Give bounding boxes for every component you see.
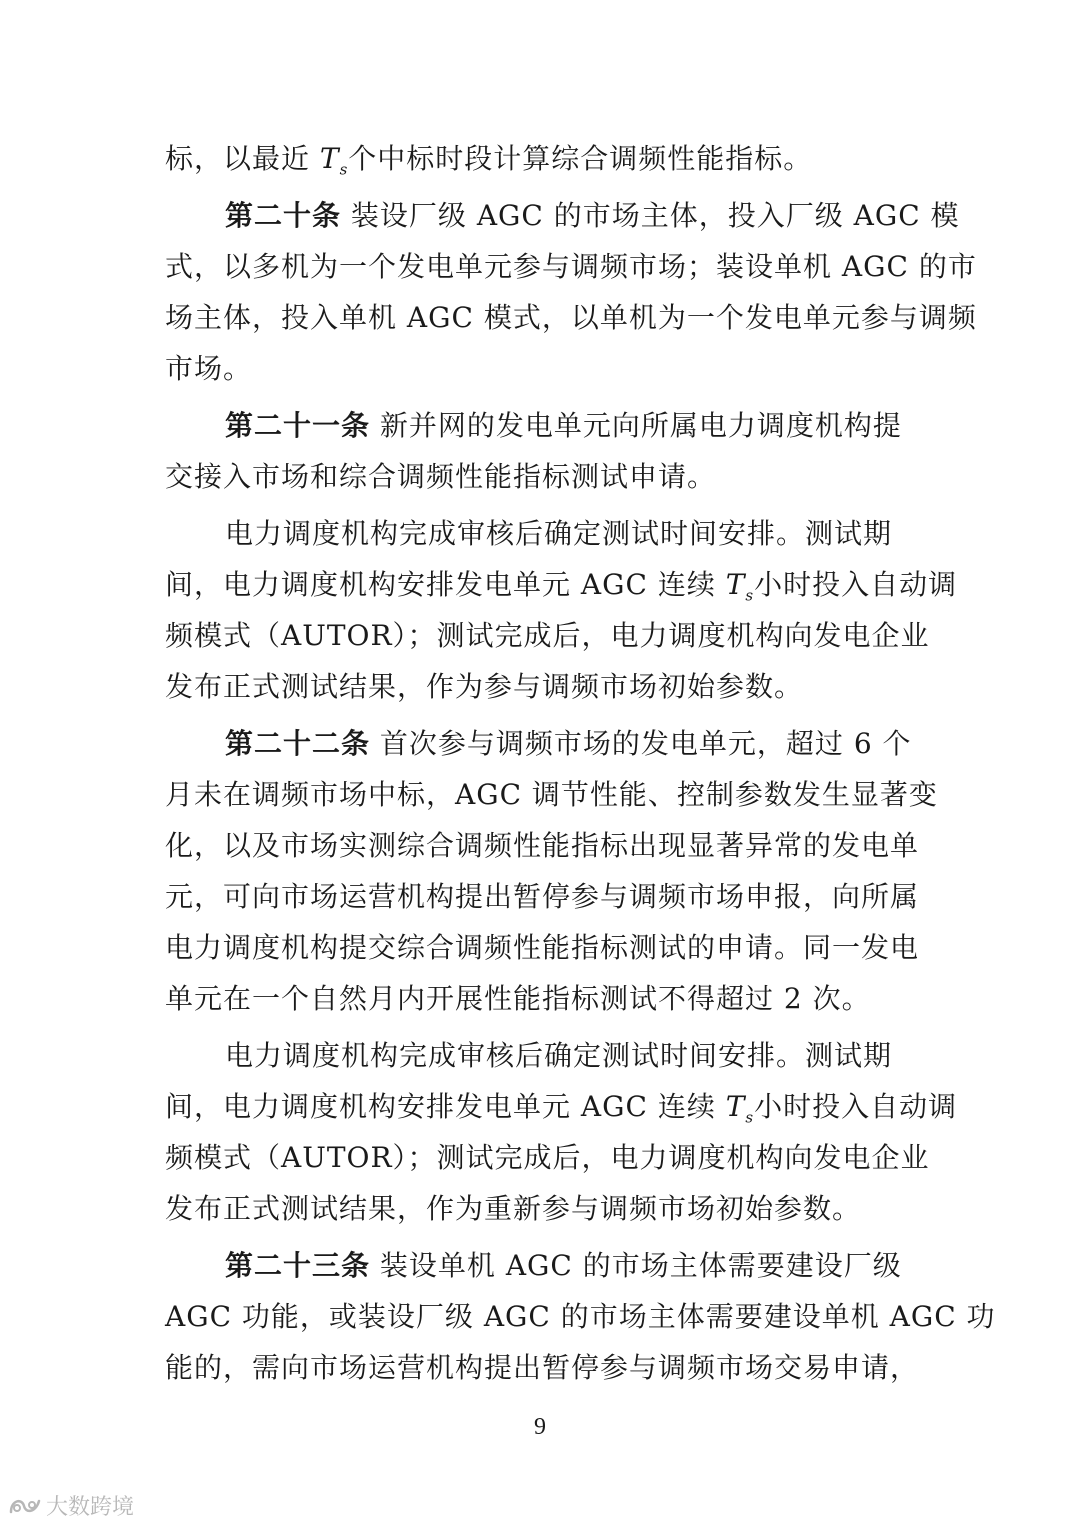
text-line: 频模式（AUTOR）；测试完成后，电力调度机构向发电企业 xyxy=(165,619,930,652)
brand-logo-icon xyxy=(8,1494,42,1518)
article-heading: 第二十二条 xyxy=(225,727,371,760)
article-heading: 第二十条 xyxy=(225,199,342,232)
article-heading: 第二十三条 xyxy=(225,1249,371,1282)
text-line: 化，以及市场实测综合调频性能指标出现显著异常的发电单 xyxy=(165,829,920,862)
watermark xyxy=(8,1490,134,1521)
article-23-line-1: 第二十三条 装设单机 AGC 的市场主体需要建设厂级 xyxy=(225,1249,902,1282)
article-22-line-1: 第二十二条 首次参与调频市场的发电单元，超过 6 个 xyxy=(225,727,912,760)
text-line: 发布正式测试结果，作为参与调频市场初始参数。 xyxy=(165,670,804,703)
text-line: AGC 功能，或装设厂级 AGC 的市场主体需要建设单机 AGC 功 xyxy=(165,1300,996,1333)
text-line: 间，电力调度机构安排发电单元 AGC 连续 $T_s$小时投入自动调 xyxy=(165,1090,958,1127)
text-line: 市场。 xyxy=(165,352,253,385)
text-line: 频模式（AUTOR）；测试完成后，电力调度机构向发电企业 xyxy=(165,1141,930,1174)
text-line: 电力调度机构完成审核后确定测试时间安排。测试期 xyxy=(225,1039,893,1072)
text-line: 间，电力调度机构安排发电单元 AGC 连续 $T_s$小时投入自动调 xyxy=(165,568,958,605)
text-line: 发布正式测试结果，作为重新参与调频市场初始参数。 xyxy=(165,1192,862,1225)
text-line: 标，以最近 $T_s$个中标时段计算综合调频性能指标。 xyxy=(165,142,813,179)
text-line: 单元在一个自然月内开展性能指标测试不得超过 2 次。 xyxy=(165,982,871,1015)
article-21-line-1: 第二十一条 新并网的发电单元向所属电力调度机构提 xyxy=(225,409,902,442)
article-heading: 第二十一条 xyxy=(225,409,371,442)
text-line: 月未在调频市场中标，AGC 调节性能、控制参数发生显著变 xyxy=(165,778,938,811)
text-line: 电力调度机构提交综合调频性能指标测试的申请。同一发电 xyxy=(165,931,920,964)
text-line: 能的，需向市场运营机构提出暂停参与调频市场交易申请， xyxy=(165,1351,920,1384)
page-number: 9 xyxy=(534,1414,546,1440)
text-line: 交接入市场和综合调频性能指标测试申请。 xyxy=(165,460,717,493)
document-body xyxy=(165,133,996,1393)
text-line: 场主体，投入单机 AGC 模式，以单机为一个发电单元参与调频 xyxy=(165,301,977,334)
article-20-line-1: 第二十条 装设厂级 AGC 的市场主体，投入厂级 AGC 模 xyxy=(225,199,960,232)
watermark-text: 大数跨境 xyxy=(46,1495,135,1520)
text-line: 元，可向市场运营机构提出暂停参与调频市场申报，向所属 xyxy=(165,880,920,913)
text-line: 式，以多机为一个发电单元参与调频市场；装设单机 AGC 的市 xyxy=(165,250,977,283)
text-line: 电力调度机构完成审核后确定测试时间安排。测试期 xyxy=(225,517,893,550)
